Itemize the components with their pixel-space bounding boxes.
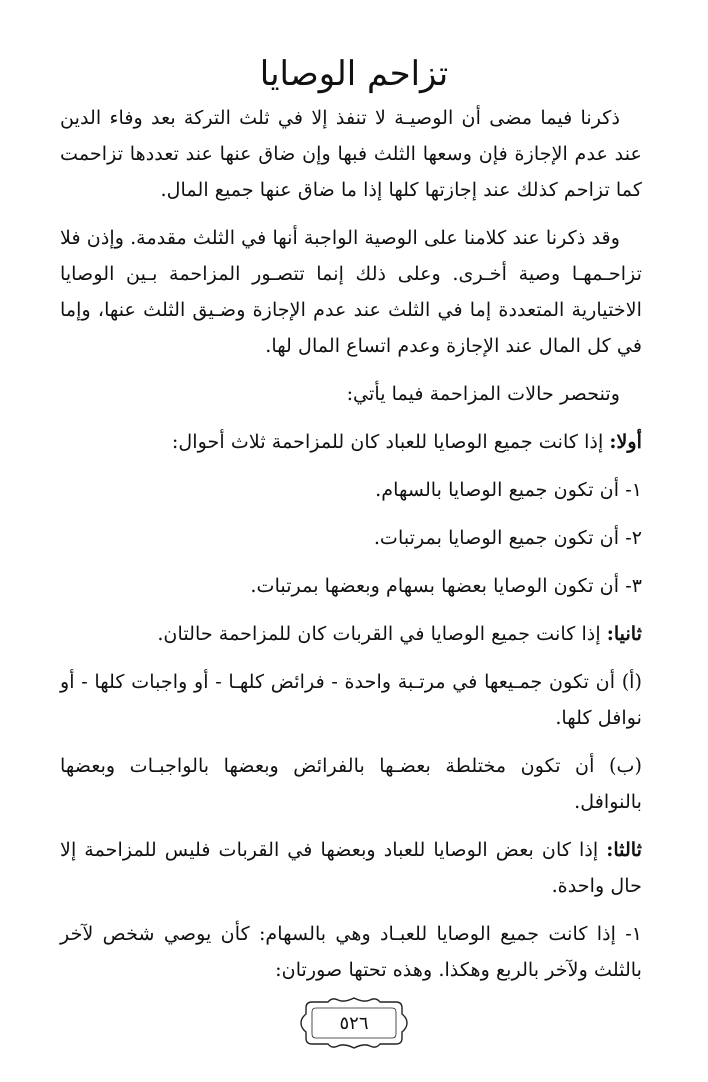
page-number-frame [298, 994, 410, 1052]
section-second-lead: ثانيا: [606, 622, 642, 645]
section-first-lead: أولا: [609, 430, 642, 453]
section-third-lead: ثالثا: [606, 838, 642, 861]
list-item: (ب) أن تكون مختلطة بعضـها بالفرائض وبعضها بالواجبـات وبعضها بالنوافل. [60, 754, 642, 813]
section-third-text: إذا كان بعض الوصايا للعباد وبعضها في القربات فليس للمزاحمة إلا حال واحدة. [60, 838, 642, 897]
paragraph-mandatory-will: وقد ذكرنا عند كلامنا على الوصية الواجبة أنها في الثلث مقدمة. وإذن فلا تزاحـمهـا وصية أخـرى. وعلى ذلك إنما تتصـور المزاحمة بـين الوصايا الاختيارية المتعددة إما في الثلث عند عدم الإجازة وضـيق الثلث عنها، وإما في كل المال عند الإجازة وعدم اتساع المال لها. [60, 226, 642, 357]
section-first [60, 424, 642, 460]
section-second [60, 616, 642, 652]
page-title: تزاحم الوصايا [259, 54, 449, 94]
body-text [60, 100, 642, 1000]
section-second-text: إذا كانت جميع الوصايا في القربات كان للمزاحمة حالتان. [157, 622, 607, 645]
list-item: (أ) أن تكون جمـيعها في مرتـبة واحدة - فرائض كلهـا - أو واجبات كلها - أو نوافل كلها. [60, 670, 642, 729]
list-item: ٣- أن تكون الوصايا بعضها بسهام وبعضها بمرتبات. [250, 574, 642, 597]
list-item: ٢- أن تكون جميع الوصايا بمرتبات. [373, 526, 642, 549]
paragraph-cases-intro: وتنحصر حالات المزاحمة فيما يأتي: [346, 382, 620, 405]
section-first-text: إذا كانت جميع الوصايا للعباد كان للمزاحمة ثلاث أحوال: [171, 430, 610, 453]
paragraph-final: ١- إذا كانت جميع الوصايا للعبـاد وهي بالسهام: كأن يوصي شخص لآخر بالثلث ولآخر بالربع وهكذا. وهذه تحتها صورتان: [60, 922, 642, 981]
page-number: ٥٢٦ [339, 1012, 369, 1034]
list-item: ١- أن تكون جميع الوصايا بالسهام. [375, 478, 642, 501]
section-third [60, 832, 642, 904]
paragraph-intro: ذكرنا فيما مضى أن الوصيـة لا تنفذ إلا في ثلث التركة بعد وفاء الدين عند عدم الإجازة فإن وسعها الثلث فبها وإن ضاق عنها عند تعددها تزاحمت كما تزاحم كذلك عند إجازتها كلها إذا ما ضاق عنها جميع المال. [60, 106, 642, 201]
